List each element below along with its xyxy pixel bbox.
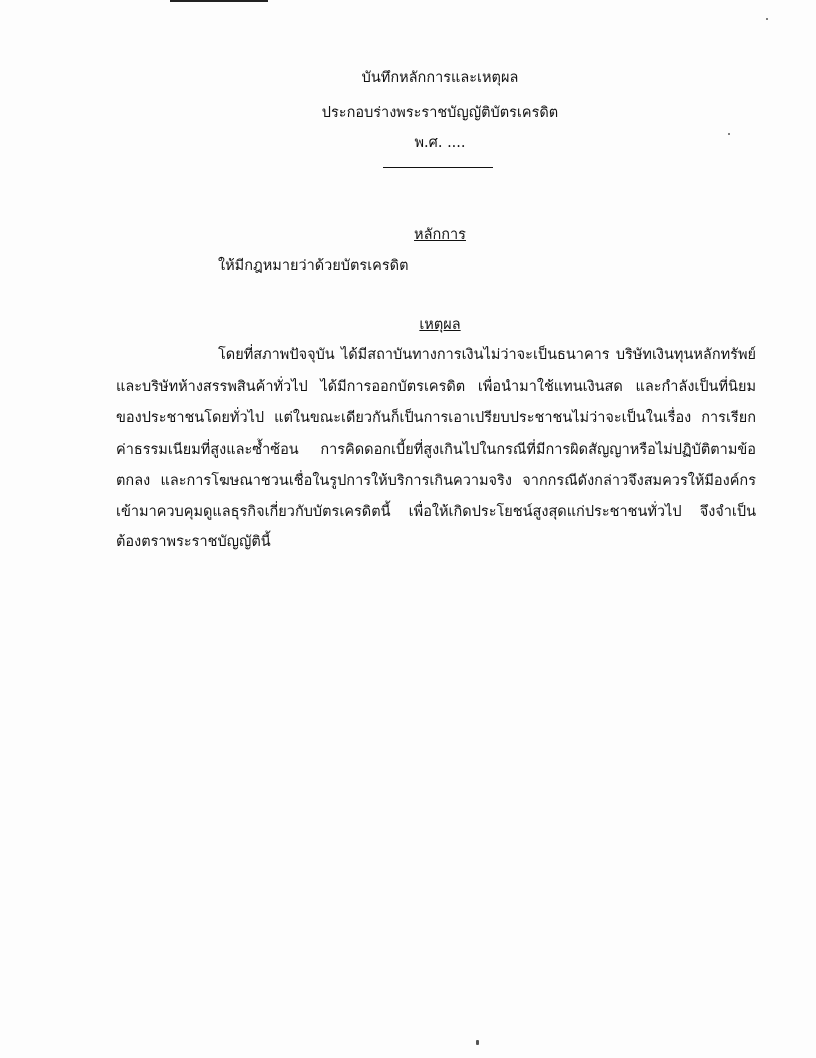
reason-paragraph-line: ตกลง และการโฆษณาชวนเชื่อในรูปการให้บริการเกินความจริง จากกรณีดังกล่าวจึงสมควรให้มีองค์กร [116, 473, 756, 489]
year-line: พ.ศ. .... [414, 135, 466, 151]
scan-speck [728, 133, 730, 135]
reason-paragraph-line: ต้องตราพระราชบัญญัตินี้ [116, 534, 271, 550]
title-divider [383, 167, 493, 168]
scan-speck [476, 1040, 479, 1045]
document-title: บันทึกหลักการและเหตุผล [361, 70, 519, 86]
reason-paragraph-line: เข้ามาควบคุมดูแลธุรกิจเกี่ยวกับบัตรเครดิตนี้ เพื่อให้เกิดประโยชน์สูงสุดแก่ประชาชนทั่วไป จึงจำเป็น [116, 504, 756, 520]
reason-paragraph-line: และบริษัทห้างสรรพสินค้าทั่วไป ได้มีการออกบัตรเครดิต เพื่อนำมาใช้แทนเงินสด และกำลังเป็นที่นิยม [116, 379, 756, 395]
reason-heading: เหตุผล [419, 317, 461, 333]
scan-speck [766, 18, 768, 20]
top-edge-rule [170, 0, 268, 2]
reason-paragraph-line: ของประชาชนโดยทั่วไป แต่ในขณะเดียวกันก็เป็นการเอาเปรียบประชาชนไม่ว่าจะเป็นในเรื่อง การเรียก [116, 410, 756, 426]
reason-paragraph-line: โดยที่สภาพปัจจุบัน ได้มีสถาบันทางการเงินไม่ว่าจะเป็นธนาคาร บริษัทเงินทุนหลักทรัพย์ [218, 347, 756, 363]
reason-paragraph-line: ค่าธรรมเนียมที่สูงและซ้ำซ้อน การคิดดอกเบี้ยที่สูงเกินไปในกรณีที่มีการผิดสัญญาหรือไม่ปฏิบัติตามข้อ [116, 442, 756, 458]
principle-heading: หลักการ [414, 227, 466, 243]
document-subtitle: ประกอบร่างพระราชบัญญัติบัตรเครดิต [321, 105, 559, 121]
principle-text: ให้มีกฎหมายว่าด้วยบัตรเครดิต [218, 258, 409, 274]
